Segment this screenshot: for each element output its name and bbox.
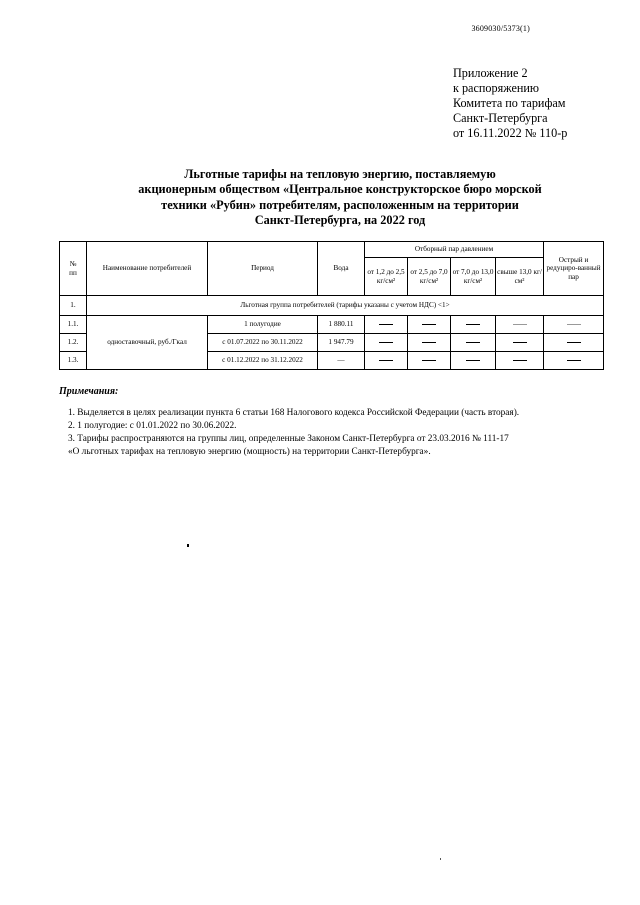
appendix-line: Санкт-Петербурга (453, 111, 548, 125)
dash-mark (466, 324, 480, 325)
dash-mark (466, 342, 480, 343)
row-water: 1 947.79 (318, 334, 365, 352)
appendix-line: от 16.11.2022 № 110-р (453, 126, 568, 140)
table-row (60, 316, 604, 334)
stray-mark (440, 858, 441, 860)
appendix-line: Комитета по тарифам (453, 96, 566, 110)
empty-cell (496, 352, 544, 370)
empty-cell (496, 334, 544, 352)
empty-cell (408, 352, 451, 370)
empty-cell (451, 334, 496, 352)
header-sharp-steam: Острый и редуциро-ванный пар (544, 242, 604, 296)
row-period: с 01.07.2022 по 30.11.2022 (208, 334, 318, 352)
header-num-line2: пп (69, 268, 77, 277)
title-line: Санкт-Петербурга, на 2022 год (254, 212, 426, 227)
dash-mark (567, 360, 581, 361)
note-item: 3. Тарифы распространяются на группы лиц, определенные Законом Санкт-Петербурга от 23.03.2016 № 111-17 (68, 434, 509, 445)
title-line: Льготные тарифы на тепловую энергию, поставляемую (184, 167, 496, 181)
dash-mark (513, 360, 527, 361)
dash-mark (567, 324, 581, 325)
title-line: техники «Рубин» потребителям, расположенным на территории (161, 197, 519, 212)
empty-cell (544, 352, 604, 370)
header-period: Период (208, 242, 318, 296)
dash-mark (567, 342, 581, 343)
dash-mark (379, 342, 393, 343)
empty-cell (408, 316, 451, 334)
row-period: 1 полугодие (208, 316, 318, 334)
header-consumers: Наименование потребителей (87, 242, 208, 296)
group-row-label: Льготная группа потребителей (тарифы указаны с учетом НДС) <1> (87, 296, 604, 316)
dash-mark (422, 342, 436, 343)
header-pressure-3: от 7,0 до 13,0 кг/см² (451, 258, 496, 296)
row-water: — (318, 352, 365, 370)
document-number: 3609030/5373(1) (471, 24, 530, 33)
header-pressure-2: от 2,5 до 7,0 кг/см² (408, 258, 451, 296)
header-num (60, 242, 87, 296)
empty-cell (365, 316, 408, 334)
row-water: 1 880.11 (318, 316, 365, 334)
header-pressure-4: свыше 13,0 кг/см² (496, 258, 544, 296)
empty-cell (365, 334, 408, 352)
dash-mark (466, 360, 480, 361)
row-num: 1.3. (60, 352, 87, 370)
row-period: с 01.12.2022 по 31.12.2022 (208, 352, 318, 370)
empty-cell (451, 352, 496, 370)
notes-heading: Примечания: (59, 386, 119, 397)
group-row-num: 1. (60, 296, 87, 316)
empty-cell (544, 316, 604, 334)
row-num: 1.1. (60, 316, 87, 334)
header-pressure-1: от 1,2 до 2,5 кг/см² (365, 258, 408, 296)
appendix-line: Приложение 2 (453, 66, 528, 80)
dash-mark (513, 324, 527, 325)
dash-mark (513, 342, 527, 343)
dash-mark (379, 324, 393, 325)
appendix-block (453, 66, 567, 141)
empty-cell (451, 316, 496, 334)
row-num: 1.2. (60, 334, 87, 352)
tariffs-table (59, 241, 604, 370)
empty-cell (544, 334, 604, 352)
dash-mark (422, 324, 436, 325)
appendix-line: к распоряжению (453, 81, 540, 95)
document-title (100, 167, 580, 228)
empty-cell (408, 334, 451, 352)
note-item: 1. Выделяется в целях реализации пункта 6 статьи 168 Налогового кодекса Российской Федерации (часть вторая). (68, 408, 520, 418)
title-line: акционерным обществом «Центральное конструкторское бюро морской (138, 182, 542, 197)
header-num-line1: № (69, 260, 77, 269)
dash-mark (422, 360, 436, 361)
consumer-name: одноставочный, руб./Гкал (87, 316, 208, 370)
note-item: 2. 1 полугодие: с 01.01.2022 по 30.06.2022. (68, 421, 237, 432)
stray-mark (187, 544, 189, 547)
header-steam-group: Отборный пар давлением (365, 242, 544, 258)
empty-cell (365, 352, 408, 370)
empty-cell (496, 316, 544, 334)
note-item: «О льготных тарифах на тепловую энергию (мощность) на территории Санкт-Петербурга». (68, 447, 431, 458)
header-water: Вода (318, 242, 365, 296)
dash-mark (379, 360, 393, 361)
notes-list (68, 407, 628, 459)
